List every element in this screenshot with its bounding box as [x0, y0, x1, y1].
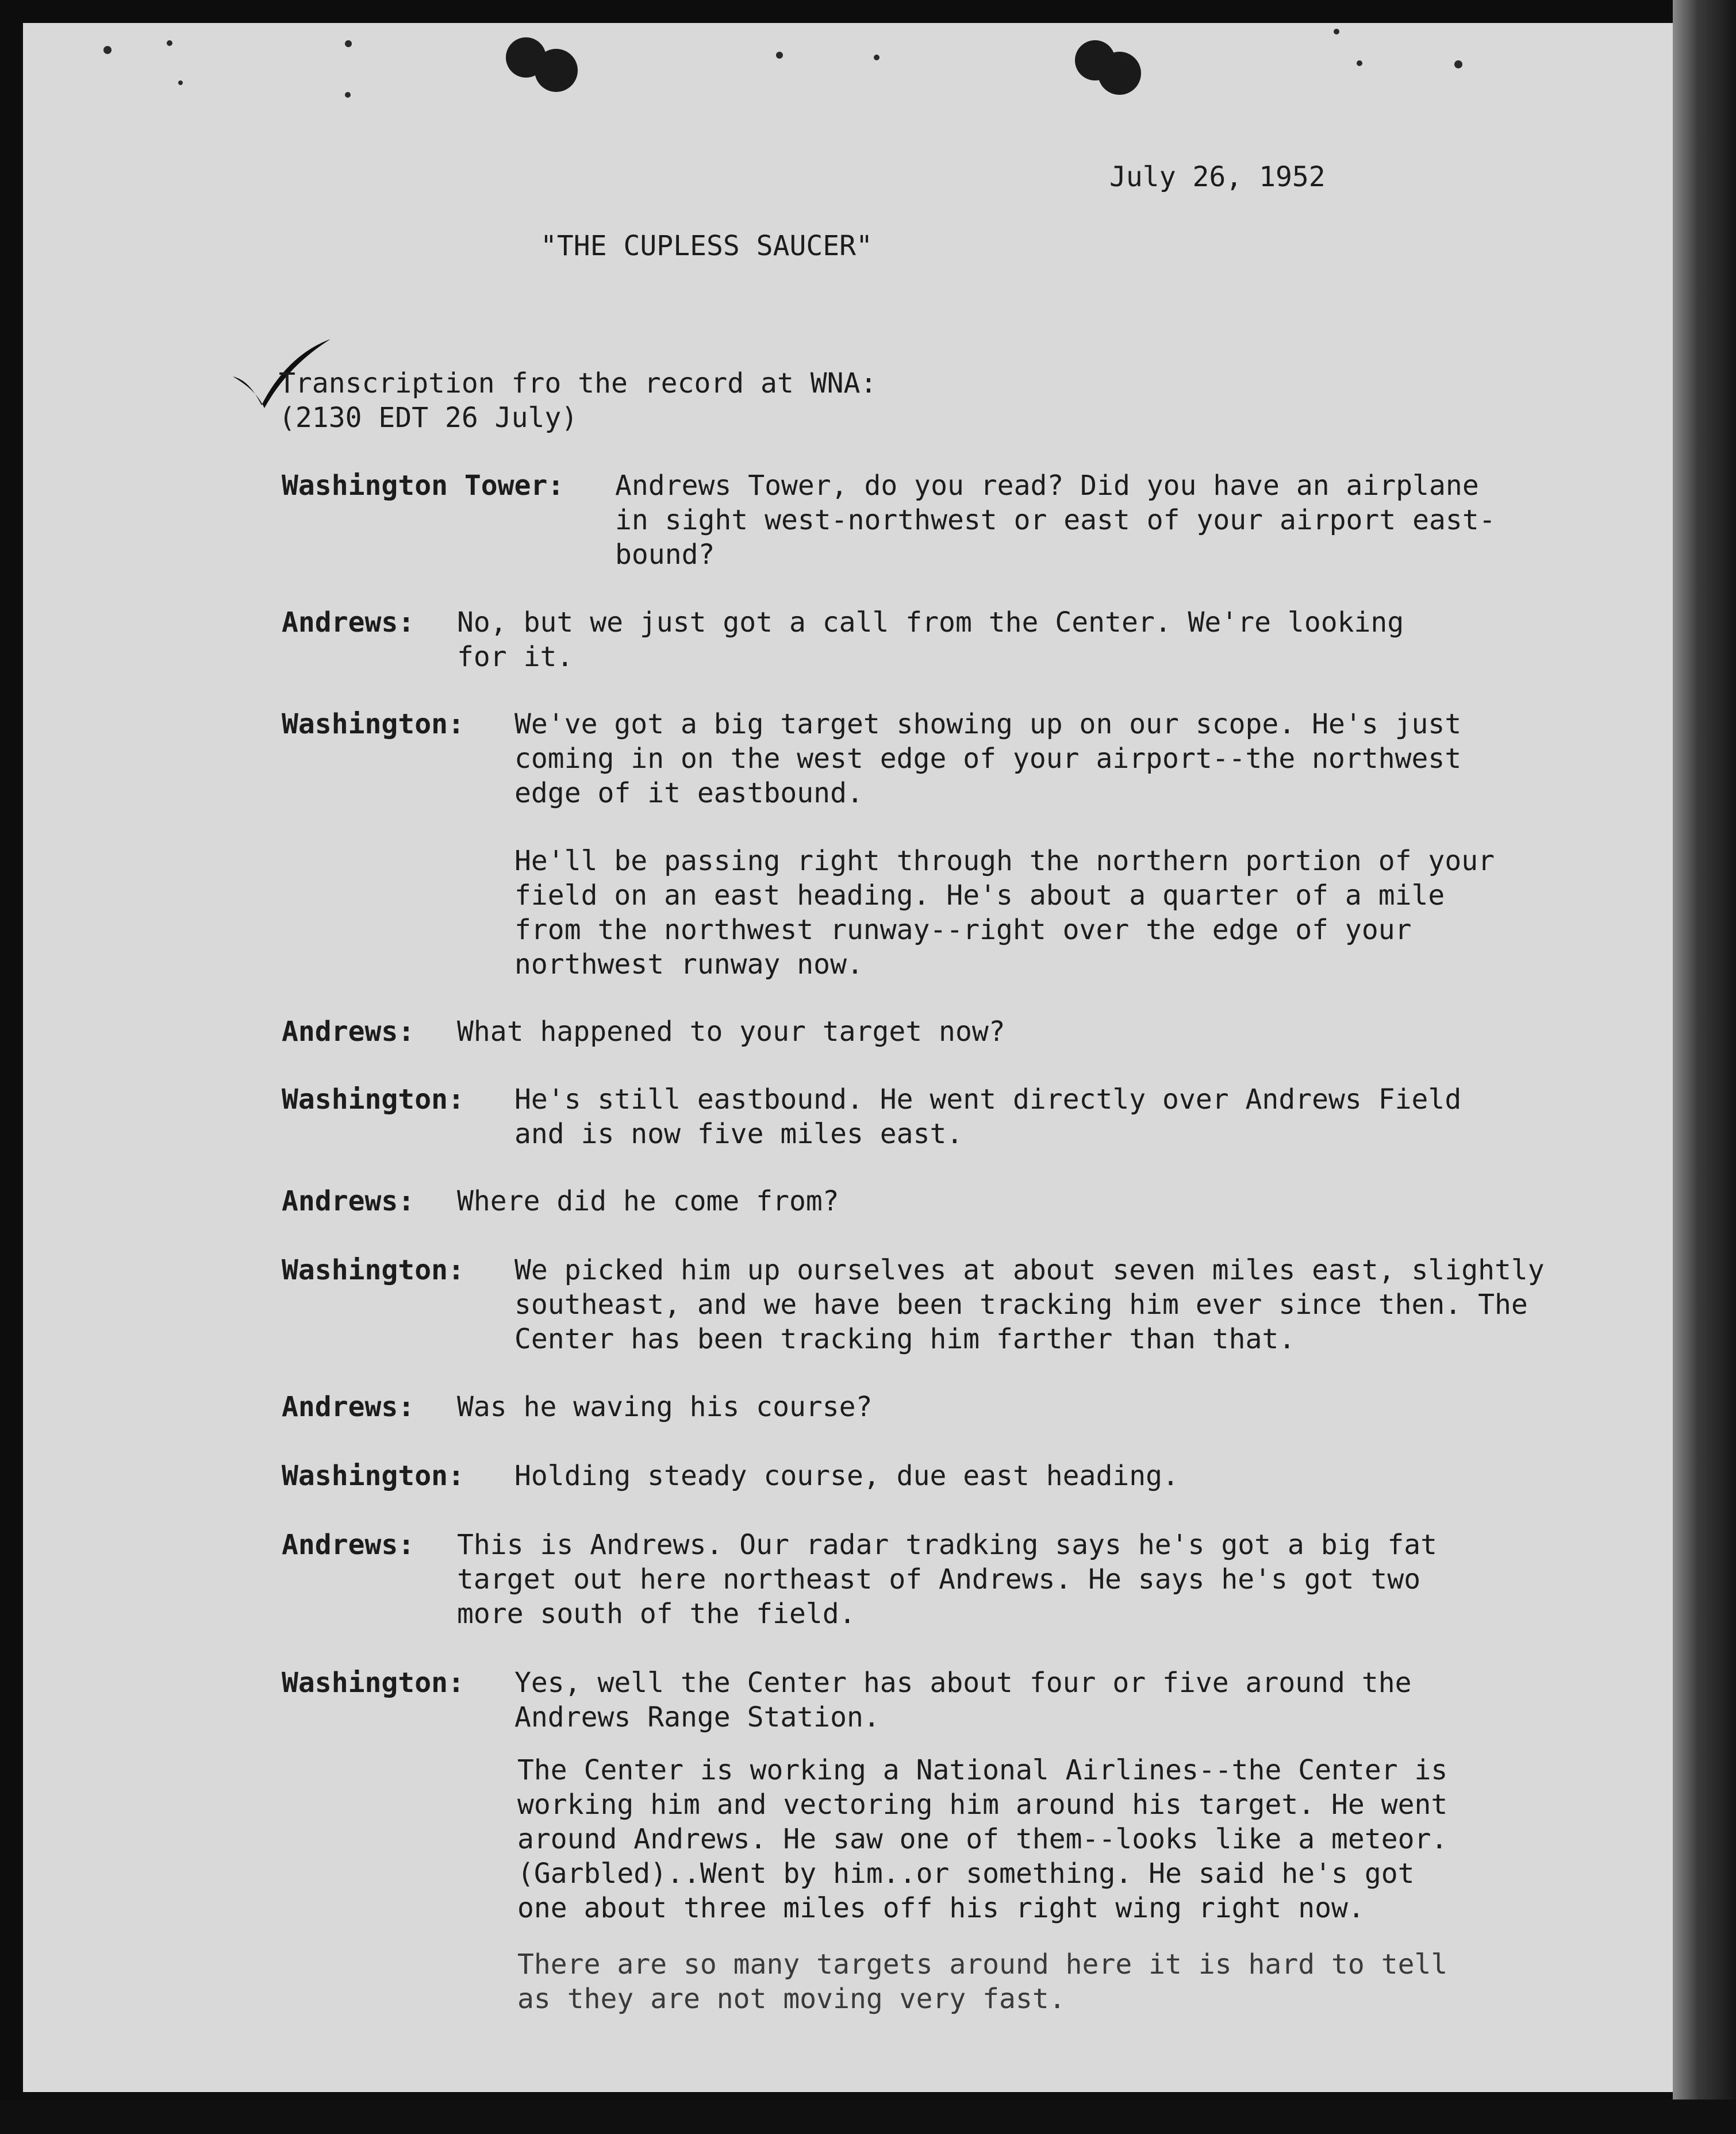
entry-text	[615, 468, 1496, 572]
speaker-label: Andrews:	[282, 606, 415, 639]
speaker-label: Andrews:	[282, 1391, 415, 1423]
speaker-label: Andrews:	[282, 1016, 415, 1048]
transcription-intro	[279, 366, 877, 435]
entry-line: Where did he come from?	[457, 1185, 839, 1217]
document-page	[23, 23, 1679, 2092]
entry-line: Andrews Tower, do you read? Did you have an airplane	[615, 470, 1479, 502]
scan-right-edge	[1673, 0, 1736, 2134]
entry-line: in sight west-northwest or east of your airport east-	[615, 504, 1496, 536]
intro-line: (2130 EDT 26 July)	[279, 402, 578, 434]
entry-text	[514, 1253, 1545, 1356]
entry-line: Yes, well the Center has about four or five around the	[514, 1667, 1412, 1699]
speaker-label: Washington Tower:	[282, 470, 564, 502]
entry-text	[514, 844, 1495, 982]
entry-line: Center has been tracking him farther than that.	[514, 1323, 1296, 1355]
entry-text	[514, 707, 1461, 810]
entry-line: field on an east heading. He's about a quarter of a mile	[514, 879, 1445, 912]
entry-line: Holding steady course, due east heading.	[514, 1460, 1179, 1492]
entry-line: northwest runway now.	[514, 948, 863, 981]
speck	[178, 80, 183, 85]
speck	[1357, 60, 1362, 66]
entry-text	[517, 1753, 1447, 1925]
entry-line: We've got a big target showing up on our scope. He's just	[514, 708, 1462, 740]
entry-line: This is Andrews. Our radar tradking says he's got a big fat	[457, 1529, 1438, 1561]
entry-line: more south of the field.	[457, 1598, 856, 1630]
entry-line: around Andrews. He saw one of them--looks like a meteor.	[517, 1823, 1448, 1855]
entry-line: from the northwest runway--right over the edge of your	[514, 914, 1412, 946]
entry-text	[457, 1014, 1005, 1049]
entry-line: target out here northeast of Andrews. He says he's got two	[457, 1563, 1421, 1595]
entry-line: What happened to your target now?	[457, 1016, 1005, 1048]
entry-text	[457, 1390, 872, 1424]
entry-text	[457, 1528, 1437, 1631]
scan-bottom-edge	[0, 2100, 1736, 2134]
entry-line: No, but we just got a call from the Center. We're looking	[457, 606, 1404, 639]
entry-line: southeast, and we have been tracking him ever since then. The	[514, 1289, 1528, 1321]
entry-text	[517, 1947, 1447, 2016]
entry-text	[514, 1459, 1179, 1493]
speaker-label: Washington:	[282, 1667, 464, 1699]
entry-line: (Garbled)..Went by him..or something. He said he's got	[517, 1858, 1415, 1890]
entry-line: He's still eastbound. He went directly over Andrews Field	[514, 1083, 1462, 1116]
speck	[345, 40, 352, 47]
entry-line: edge of it eastbound.	[514, 777, 863, 809]
entry-line: one about three miles off his right wing right now.	[517, 1892, 1365, 1924]
entry-line: bound?	[615, 539, 715, 571]
speck	[1454, 60, 1462, 68]
speaker-label: Washington:	[282, 1254, 464, 1286]
speaker-label: Washington:	[282, 708, 464, 740]
speck	[874, 55, 879, 60]
speaker-label: Washington:	[282, 1083, 464, 1116]
document-date: July 26, 1952	[1109, 161, 1326, 193]
binder-hole-blot-left-2	[535, 49, 578, 92]
intro-line: Transcription fro the record at WNA:	[279, 367, 877, 399]
entry-text	[457, 1184, 839, 1218]
entry-text	[457, 605, 1404, 674]
document-title: "THE CUPLESS SAUCER"	[540, 230, 873, 262]
speck	[345, 92, 351, 98]
entry-line: coming in on the west edge of your airport--the northwest	[514, 743, 1462, 775]
entry-line: and is now five miles east.	[514, 1118, 963, 1150]
entry-text	[514, 1082, 1461, 1151]
entry-line: as they are not moving very fast.	[517, 1983, 1066, 2015]
entry-line: We picked him up ourselves at about seven miles east, slightly	[514, 1254, 1545, 1286]
speck	[103, 46, 112, 54]
entry-text	[514, 1666, 1412, 1735]
entry-line: There are so many targets around here it is hard to tell	[517, 1948, 1448, 1981]
entry-line: Andrews Range Station.	[514, 1701, 880, 1733]
entry-line: for it.	[457, 641, 574, 673]
speaker-label: Andrews:	[282, 1185, 415, 1217]
speaker-label: Washington:	[282, 1460, 464, 1492]
entry-line: working him and vectoring him around his target. He went	[517, 1789, 1448, 1821]
speck	[1334, 29, 1339, 34]
speck	[776, 52, 783, 59]
binder-hole-blot-right-2	[1098, 52, 1141, 95]
entry-line: He'll be passing right through the northern portion of your	[514, 845, 1495, 877]
entry-line: Was he waving his course?	[457, 1391, 873, 1423]
entry-line: The Center is working a National Airlines--the Center is	[517, 1754, 1448, 1786]
speck	[167, 40, 172, 46]
speaker-label: Andrews:	[282, 1529, 415, 1561]
